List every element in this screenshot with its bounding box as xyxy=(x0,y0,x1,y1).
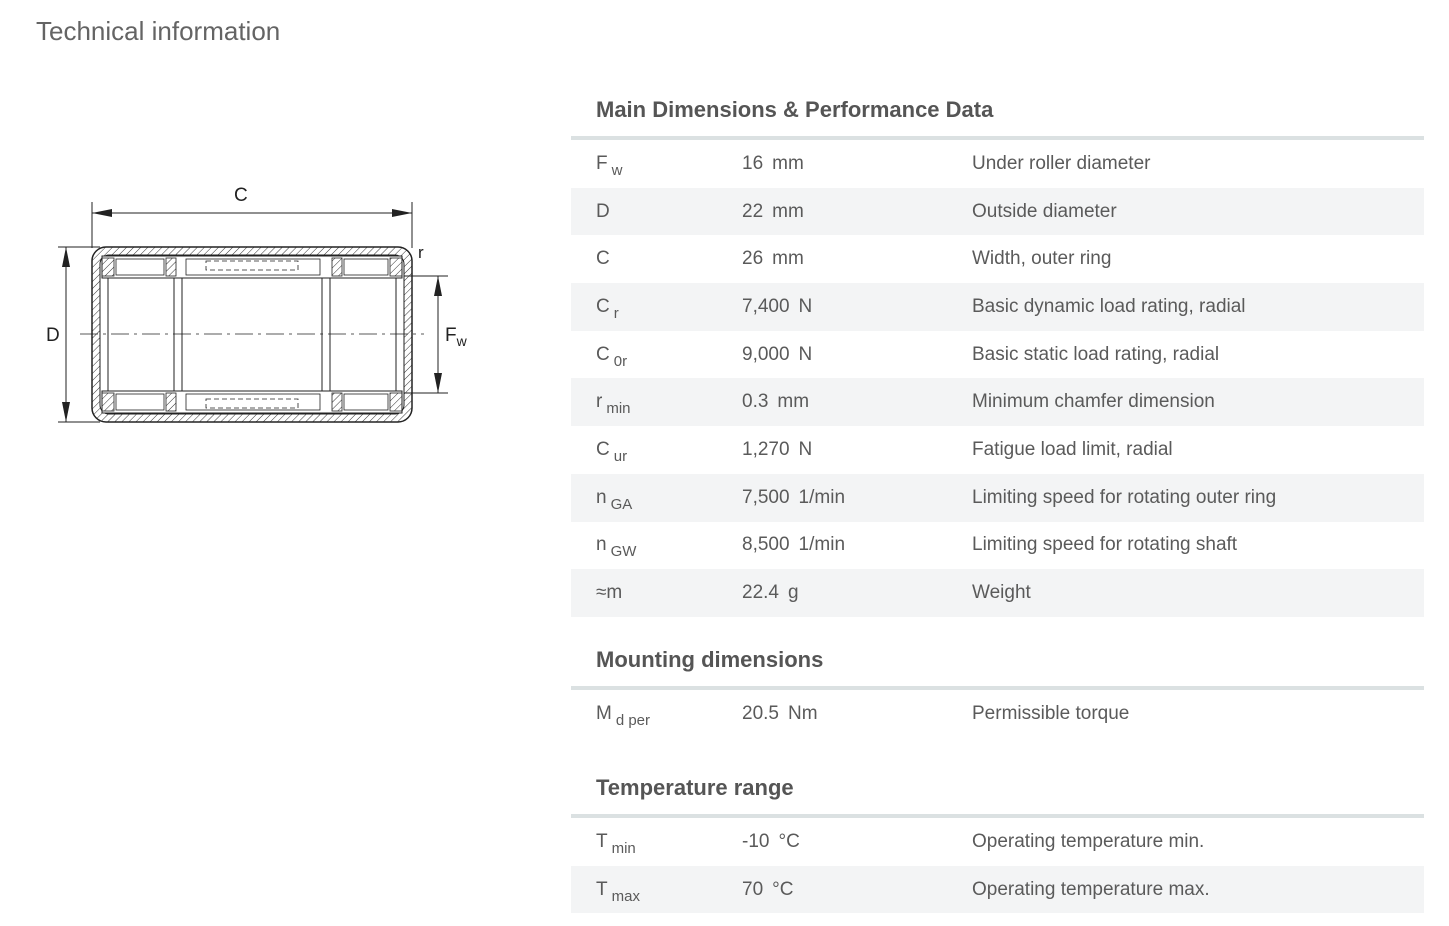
page-title: Technical information xyxy=(36,16,281,46)
value: 7,500 xyxy=(742,486,790,508)
unit: Nm xyxy=(787,702,818,724)
table-body xyxy=(571,140,1424,617)
section-title: Main Dimensions & Performance Data xyxy=(596,97,994,122)
section-temperature-range xyxy=(571,770,1424,913)
value: 70 xyxy=(742,878,764,900)
description: Operating temperature max. xyxy=(972,878,1210,900)
symbol: C xyxy=(596,248,610,270)
symbol: C xyxy=(596,438,610,460)
section-title: Mounting dimensions xyxy=(596,647,824,672)
symbol: D xyxy=(596,200,610,222)
value: 16 xyxy=(742,152,764,174)
symbol: C xyxy=(596,343,610,365)
symbol-subscript: 0r xyxy=(613,352,628,370)
value: 26 xyxy=(742,248,764,270)
symbol: C xyxy=(596,295,610,317)
symbol: ≈m xyxy=(596,582,623,604)
unit: mm xyxy=(772,248,804,270)
symbol-subscript: min xyxy=(611,839,636,857)
unit: °C xyxy=(778,830,800,852)
symbol-subscript: max xyxy=(611,887,640,905)
value: 1,270 xyxy=(742,438,790,460)
bearing-drawing xyxy=(40,178,480,438)
symbol-subscript: GW xyxy=(610,543,637,561)
table-row xyxy=(571,140,1424,188)
dim-label-d: D xyxy=(46,325,60,346)
unit: 1/min xyxy=(798,534,846,556)
description: Weight xyxy=(972,582,1031,604)
value: 9,000 xyxy=(742,343,790,365)
table-row xyxy=(571,426,1424,474)
description: Operating temperature min. xyxy=(972,830,1205,852)
section-title: Temperature range xyxy=(596,775,794,800)
dim-label-c: C xyxy=(234,185,248,206)
unit: °C xyxy=(772,878,794,900)
description: Width, outer ring xyxy=(972,248,1112,270)
symbol: F xyxy=(596,152,608,174)
symbol: T xyxy=(596,830,608,852)
unit: N xyxy=(798,438,813,460)
dim-label-fw-sub: w xyxy=(456,333,467,349)
unit: mm xyxy=(777,391,810,413)
unit: mm xyxy=(772,200,804,222)
description: Minimum chamfer dimension xyxy=(972,391,1215,413)
description: Fatigue load limit, radial xyxy=(972,438,1173,460)
description: Basic static load rating, radial xyxy=(972,343,1220,365)
description: Limiting speed for rotating outer ring xyxy=(972,486,1277,508)
unit: mm xyxy=(772,152,804,174)
unit: g xyxy=(787,582,799,604)
value: 0.3 xyxy=(742,391,769,413)
unit: 1/min xyxy=(798,486,846,508)
unit: N xyxy=(798,343,813,365)
value: 8,500 xyxy=(742,534,790,556)
table-row xyxy=(571,818,1424,866)
value: 22 xyxy=(742,200,764,222)
symbol-subscript: min xyxy=(606,400,631,418)
symbol-subscript: d per xyxy=(615,711,651,729)
table-row xyxy=(571,690,1424,738)
table-row xyxy=(571,331,1424,379)
unit: N xyxy=(798,295,813,317)
symbol: T xyxy=(596,878,608,900)
value: 20.5 xyxy=(742,702,779,724)
symbol: r xyxy=(596,391,603,413)
table-row xyxy=(571,378,1424,426)
dim-label-fw: F xyxy=(445,325,457,346)
symbol-subscript: w xyxy=(611,161,623,179)
section-main-dimensions xyxy=(571,92,1424,617)
table-row xyxy=(571,522,1424,570)
symbol-subscript: GA xyxy=(610,495,633,513)
description: Outside diameter xyxy=(972,200,1117,222)
value: 7,400 xyxy=(742,295,790,317)
table-row xyxy=(571,866,1424,914)
dim-label-r: r xyxy=(418,243,424,262)
symbol-subscript: ur xyxy=(613,447,628,465)
symbol: M xyxy=(596,702,612,724)
symbol: n xyxy=(596,534,607,556)
description: Limiting speed for rotating shaft xyxy=(972,534,1238,556)
description: Basic dynamic load rating, radial xyxy=(972,295,1246,317)
value: -10 xyxy=(742,830,770,852)
description: Under roller diameter xyxy=(972,152,1151,174)
value: 22.4 xyxy=(742,582,779,604)
section-mounting-dimensions xyxy=(571,642,1424,738)
table-row xyxy=(571,569,1424,617)
table-row xyxy=(571,474,1424,522)
description: Permissible torque xyxy=(972,702,1130,724)
svg-text:Fw xyxy=(445,325,468,349)
symbol: n xyxy=(596,486,607,508)
table-row xyxy=(571,188,1424,236)
table-row xyxy=(571,283,1424,331)
table-row xyxy=(571,235,1424,283)
symbol-subscript: r xyxy=(613,304,619,322)
